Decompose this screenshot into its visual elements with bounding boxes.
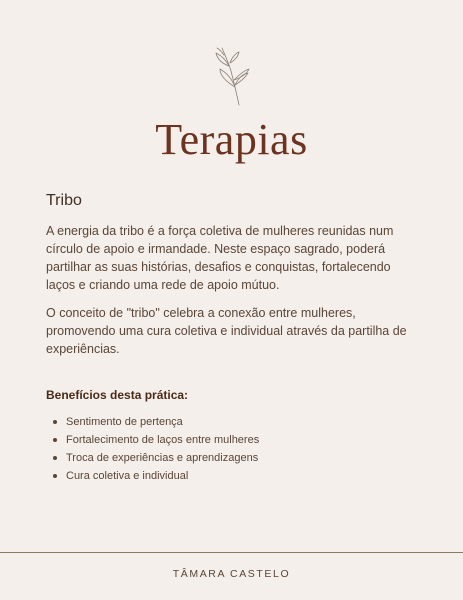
benefits-heading: Benefícios desta prática: (46, 388, 189, 402)
leaf-sprig-icon (210, 45, 254, 107)
intro-paragraph: A energia da tribo é a força coletiva de mulheres reunidas num círculo de apoio e irmandade. Neste espaço sagrado, poderá partilhar as suas histórias, desafios e conquistas, fortalecendo laços e criando uma rede de apoio mútuo. (46, 224, 394, 292)
footer-divider (0, 552, 463, 553)
page-title: Terapias (155, 115, 308, 164)
list-item: Fortalecimento de laços entre mulheres (46, 431, 259, 449)
footer-author: TÂMARA CASTELO (172, 568, 291, 580)
section-title: Tribo (46, 192, 82, 209)
list-item: Troca de experiências e aprendizagens (46, 449, 259, 467)
list-item: Cura coletiva e individual (46, 467, 259, 485)
benefits-list (46, 413, 259, 485)
list-item: Sentimento de pertença (46, 413, 259, 431)
concept-paragraph: O conceito de "tribo" celebra a conexão entre mulheres, promovendo uma cura coletiva e individual através da partilha de experiências. (46, 306, 407, 356)
